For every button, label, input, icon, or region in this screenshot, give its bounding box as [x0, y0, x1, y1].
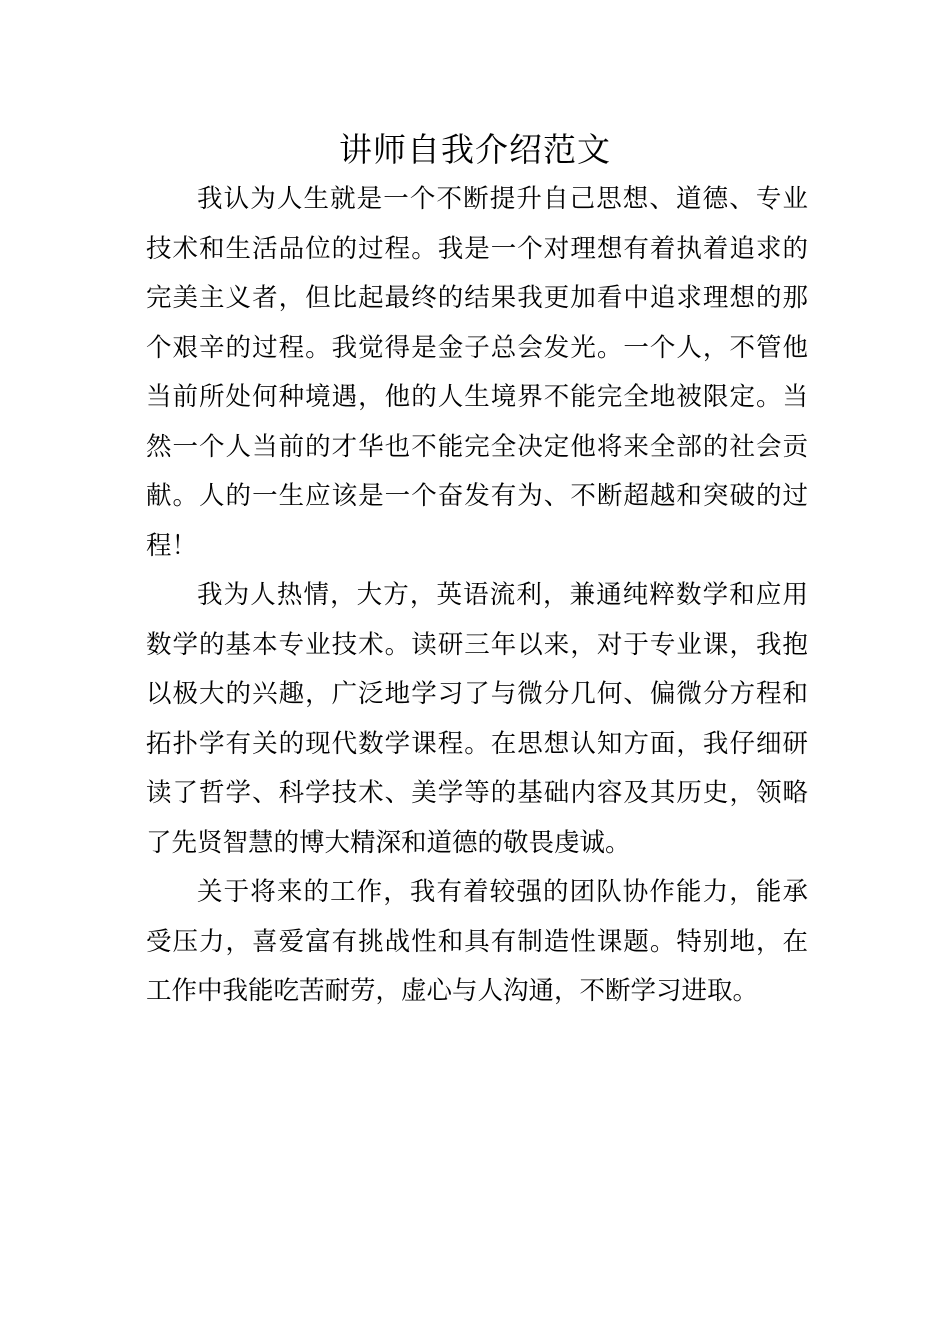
document-title: 讲师自我介绍范文	[339, 130, 611, 169]
paragraph-3: 关于将来的工作，我有着较强的团队协作能力，能承受压力，喜爱富有挑战性和具有制造性课题。特别地，在工作中我能吃苦耐劳，虚心与人沟通，不断学习进取。	[146, 877, 808, 1006]
paragraph-2: 我为人热情，大方，英语流利，兼通纯粹数学和应用数学的基本专业技术。读研三年以来，对于专业课，我抱以极大的兴趣，广泛地学习了与微分几何、偏微分方程和拓扑学有关的现代数学课程。在思想认知方面，我仔细研读了哲学、科学技术、美学等的基础内容及其历史，领略了先贤智慧的博大精深和道德的敬畏虔诚。	[146, 580, 808, 858]
document-body	[146, 175, 808, 1017]
paragraph-1: 我认为人生就是一个不断提升自己思想、道德、专业技术和生活品位的过程。我是一个对理想有着执着追求的完美主义者，但比起最终的结果我更加看中追求理想的那个艰辛的过程。我觉得是金子总会发光。一个人，不管他当前所处何种境遇，他的人生境界不能完全地被限定。当然一个人当前的才华也不能完全决定他将来全部的社会贡献。人的一生应该是一个奋发有为、不断超越和突破的过程！	[146, 184, 808, 561]
